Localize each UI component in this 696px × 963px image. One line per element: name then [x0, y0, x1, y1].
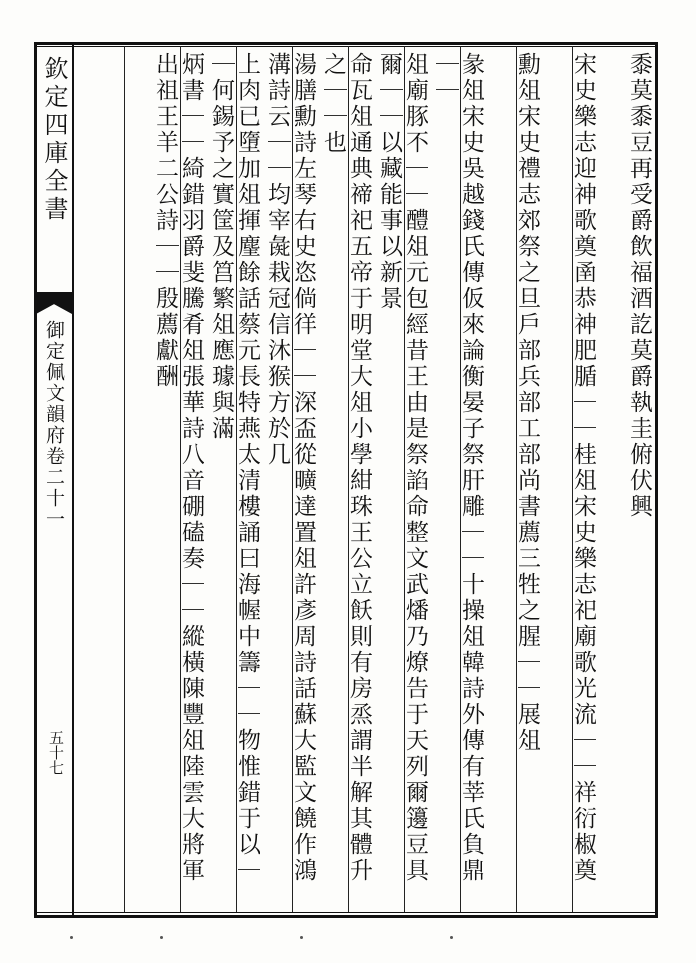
text-column-3: 勳俎宋史禮志郊祭之旦戶部兵部工部尚書薦三牲之腥｜｜展俎	[514, 52, 540, 754]
text-column-2: 宋史樂志迎神歌奠圅恭神肥腯｜｜桂俎宋史樂志祀廟歌光流｜｜祥衍椒奠	[570, 52, 596, 884]
text-column-5: 俎廟豚不｜｜醴俎元包經昔王由是祭諂命整文武燔乃燎告于天列爾籩豆具爾｜｜以藏能事以新景	[376, 52, 428, 884]
book-title: 欽定四庫全書	[40, 56, 68, 224]
bottom-specks	[40, 936, 660, 940]
volume-title: 御定佩文韻府卷二十一	[43, 320, 65, 530]
text-column-9: 炳書｜｜綺錯羽爵斐騰肴俎張華詩八音硼磕奏｜｜縱橫陳豐俎陸雲大將軍出祖王羊二公詩｜｜殷薦獻酬	[152, 52, 204, 884]
text-column-10	[96, 52, 148, 908]
text-column-6: 命瓦俎通典禘祀五帝于明堂大俎小學紺珠王公立飫則有房烝謂半解其體升之｜｜也	[320, 52, 372, 884]
top-rule	[34, 46, 658, 47]
text-column-4: 彖俎宋史吳越錢氏傳仮來論衡晏子祭肝雕｜｜十操俎韓詩外傳有莘氏負鼎｜｜	[432, 52, 484, 884]
text-column-8: 上肉已墮加俎揮麈餘話蔡元長特燕太清樓誦曰海幄中籌｜｜物惟錯于以｜｜何錫予之實筐及筥繁俎應璩與滿	[208, 52, 260, 884]
text-column-1: 黍莫黍豆再受爵飲福酒訖莫爵執圭俯伏興	[626, 52, 652, 520]
page-number: 五十七	[47, 730, 65, 775]
bottom-rule	[34, 912, 658, 913]
text-column-7: 湯膳勳詩左琴右史恣倘徉｜｜深盃從曠達置俎許彥周詩話蘇大監文饒作鴻溝詩云｜｜均宰彘栽冠信沐猴方於几	[264, 52, 316, 884]
